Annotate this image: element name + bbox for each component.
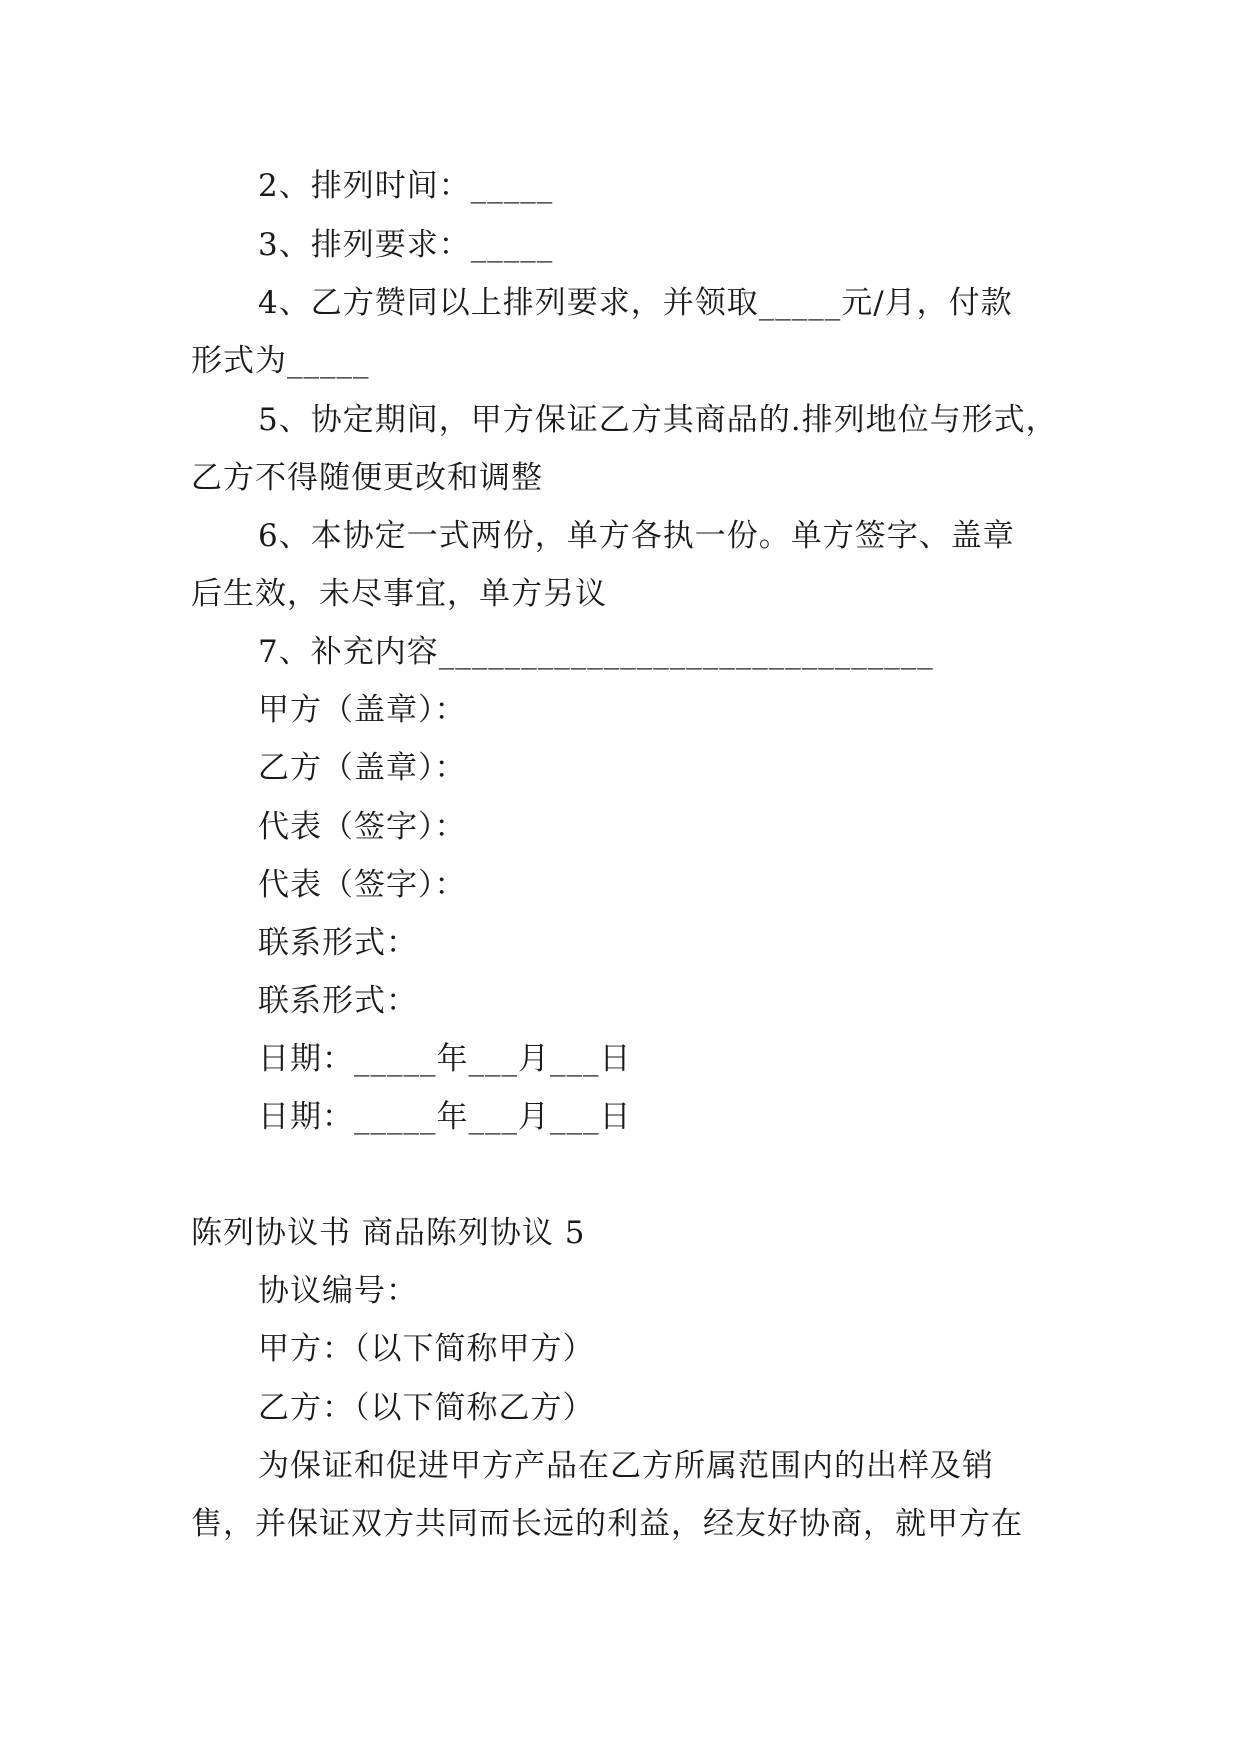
date-a: 日期：_____年___月___日 bbox=[258, 1041, 632, 1077]
party-a-label: 甲方：（以下简称甲方） bbox=[258, 1331, 595, 1367]
clause-4-payment-line-2: 形式为_____ bbox=[191, 343, 370, 379]
preamble-line-1: 为保证和促进甲方产品在乙方所属范围内的出样及销 bbox=[258, 1448, 994, 1484]
date-b: 日期：_____年___月___日 bbox=[258, 1099, 632, 1135]
section-title: 陈列协议书 商品陈列协议 5 bbox=[191, 1215, 586, 1251]
party-b-seal: 乙方（盖章）： bbox=[258, 750, 467, 786]
party-a-seal: 甲方（盖章）： bbox=[258, 692, 467, 728]
clause-6-line-2: 后生效，未尽事宜，单方另议 bbox=[191, 576, 607, 612]
party-b-label: 乙方：（以下简称乙方） bbox=[258, 1390, 595, 1426]
representative-signature-b: 代表（签字）： bbox=[258, 867, 467, 903]
clause-5-line-1: 5、协定期间，甲方保证乙方其商品的.排列地位与形式， bbox=[258, 402, 1058, 438]
clause-3-display-requirements: 3、排列要求：_____ bbox=[258, 227, 554, 263]
clause-7-supplement: 7、补充内容______________________________ bbox=[258, 634, 934, 670]
clause-4-payment-line-1: 4、乙方赞同以上排列要求，并领取_____元/月，付款 bbox=[258, 285, 1013, 321]
preamble-line-2: 售，并保证双方共同而长远的利益，经友好协商，就甲方在 bbox=[191, 1506, 1023, 1542]
contact-a: 联系形式： bbox=[258, 925, 418, 961]
contact-b: 联系形式： bbox=[258, 983, 418, 1019]
agreement-number: 协议编号： bbox=[258, 1273, 418, 1309]
clause-6-line-1: 6、本协定一式两份，单方各执一份。单方签字、盖章 bbox=[258, 518, 1015, 554]
representative-signature-a: 代表（签字）： bbox=[258, 809, 467, 845]
clause-2-display-time: 2、排列时间：_____ bbox=[258, 168, 554, 204]
clause-5-line-2: 乙方不得随便更改和调整 bbox=[191, 460, 543, 496]
